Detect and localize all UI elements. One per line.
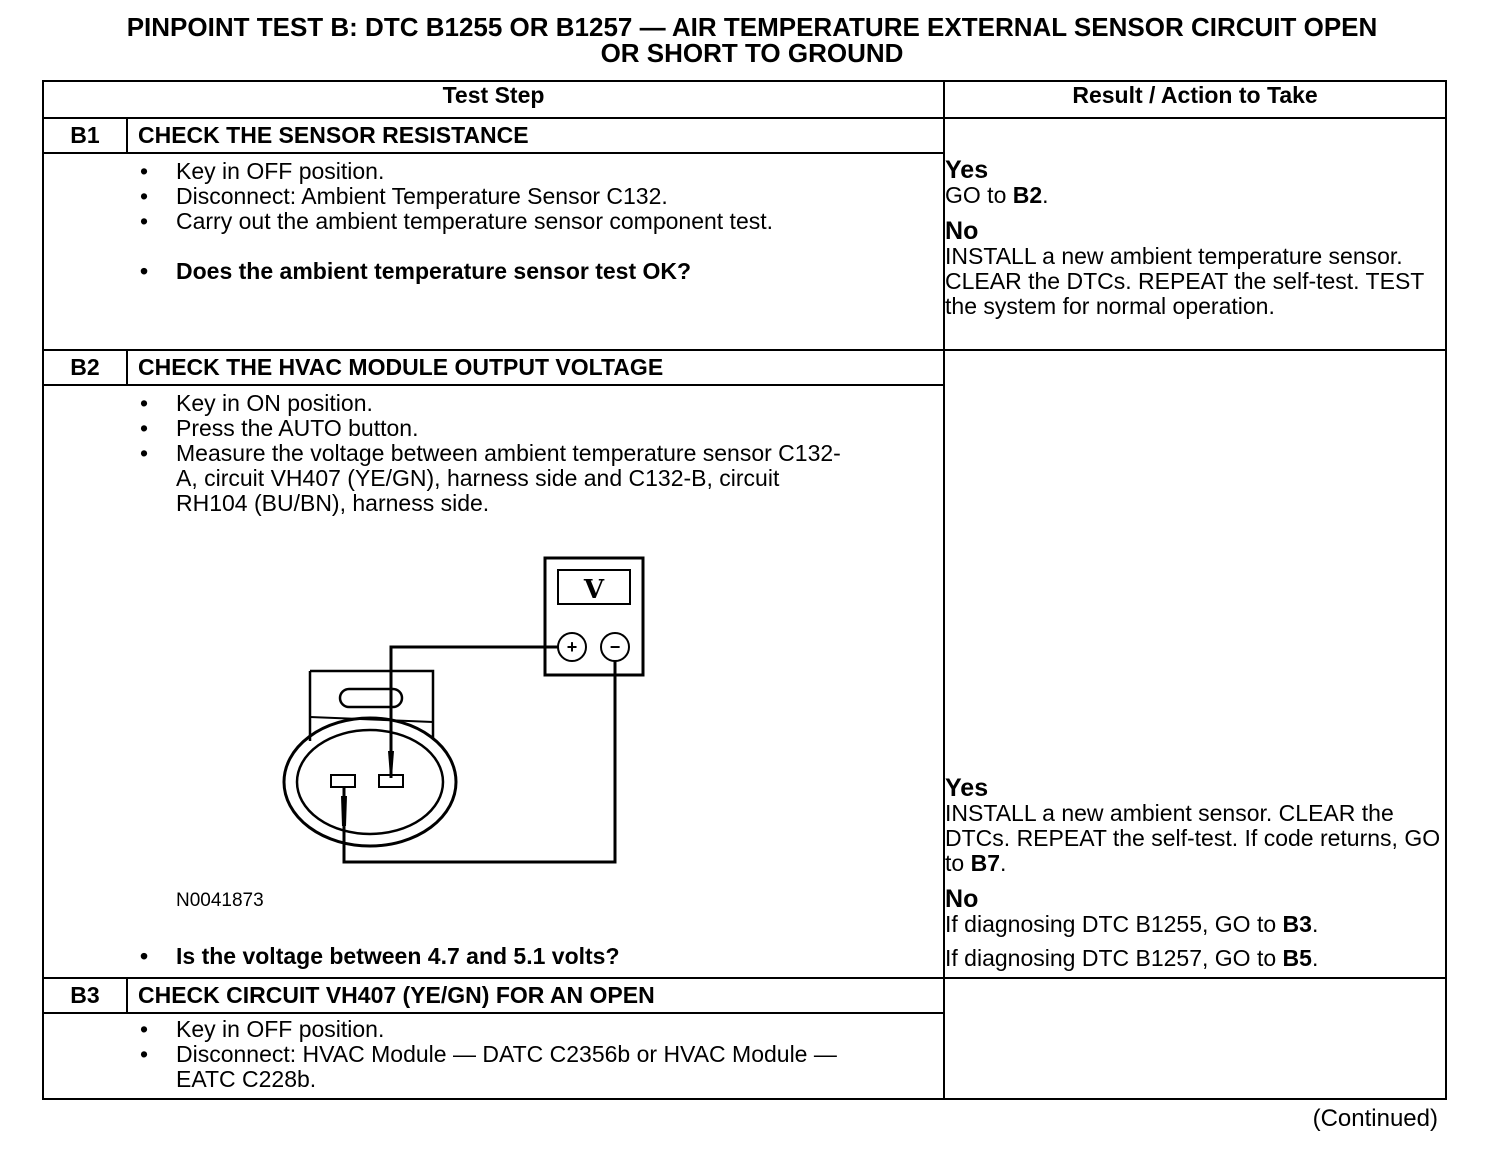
b2-no-ref-1: B3: [1282, 911, 1312, 937]
b2-no-action-2: If diagnosing DTC B1257, GO to B5.: [945, 945, 1319, 971]
b1-yes-label: Yes: [945, 156, 989, 184]
continued-note: (Continued): [1312, 1105, 1438, 1132]
page-title: [40, 14, 1464, 66]
step-b3-result: [944, 978, 1446, 1099]
step-b1-number: B1: [43, 118, 127, 153]
step-b2-question-list: [44, 944, 620, 969]
bullet-item: • Key in ON position.: [44, 391, 853, 416]
plus-sign: +: [566, 637, 578, 657]
bullet-item: • Press the AUTO button.: [44, 416, 853, 441]
pin-b: [331, 775, 355, 787]
voltmeter-diagram: [278, 556, 658, 876]
bullet-item: • Key in OFF position.: [44, 1017, 893, 1042]
b2-no-label: No: [945, 885, 979, 913]
bullet-item: • Key in OFF position.: [44, 159, 943, 184]
b1-yes-action: GO to B2.: [945, 182, 1049, 208]
step-b1-question: • Does the ambient temperature sensor test OK?: [44, 259, 943, 284]
bullet-item: • Disconnect: Ambient Temperature Sensor C132.: [44, 184, 943, 209]
step-b3-number: B3: [43, 978, 127, 1013]
connector-outer: [284, 718, 456, 846]
step-b1-bullets: [44, 159, 943, 284]
header-test-step: Test Step: [43, 81, 944, 118]
step-b2-bullets: [44, 391, 943, 516]
voltmeter-symbol: V: [583, 575, 605, 605]
step-b2-title: CHECK THE HVAC MODULE OUTPUT VOLTAGE: [127, 350, 944, 385]
bullet-item: • Measure the voltage between ambient temperature sensor C132-A, circuit VH407 (YE/GN), harness side and C132-B, circuit RH104 (BU/BN), harness side.: [44, 441, 853, 516]
title-line-1: PINPOINT TEST B: DTC B1255 OR B1257 — AIR TEMPERATURE EXTERNAL SENSOR CIRCUIT OPEN: [126, 12, 1378, 42]
b2-yes-ref: B7: [970, 850, 1000, 876]
step-b3-title: CHECK CIRCUIT VH407 (YE/GN) FOR AN OPEN: [127, 978, 944, 1013]
step-b2-result: [944, 350, 1446, 978]
connector-slot: [340, 689, 402, 707]
step-b3-content: [43, 1013, 944, 1099]
b2-no-ref-2: B5: [1282, 945, 1312, 971]
step-b1-title: CHECK THE SENSOR RESISTANCE: [127, 118, 944, 153]
b2-no-action-1: If diagnosing DTC B1255, GO to B3.: [945, 911, 1319, 937]
step-b2-content: [43, 385, 944, 978]
table-header-row: [43, 81, 1446, 118]
step-b1-result: [944, 118, 1446, 350]
bullet-item: • Disconnect: HVAC Module — DATC C2356b or HVAC Module — EATC C228b.: [44, 1042, 893, 1092]
b2-yes-label: Yes: [945, 774, 989, 802]
step-b2-question: • Is the voltage between 4.7 and 5.1 volts?: [44, 944, 620, 969]
header-result: Result / Action to Take: [944, 81, 1446, 118]
step-b3-title-row: [43, 978, 1446, 1013]
b1-no-action: INSTALL a new ambient temperature sensor. CLEAR the DTCs. REPEAT the self-test. TEST the system for normal operation.: [945, 243, 1424, 319]
b1-yes-ref: B2: [1012, 182, 1043, 208]
step-b2-title-row: [43, 350, 1446, 385]
step-b3-bullets: [44, 1017, 943, 1092]
minus-sign: −: [609, 637, 621, 657]
step-b1-content: [43, 153, 944, 350]
bullet-item: • Carry out the ambient temperature sensor component test.: [44, 209, 943, 234]
b2-yes-action: INSTALL a new ambient sensor. CLEAR the DTCs. REPEAT the self-test. If code returns, GO to B7.: [945, 800, 1441, 876]
step-b2-number: B2: [43, 350, 127, 385]
positive-lead: [391, 647, 558, 778]
pinpoint-test-table: [42, 80, 1447, 1100]
connector-inner: [297, 730, 443, 834]
title-line-2: OR SHORT TO GROUND: [600, 38, 904, 68]
b1-no-label: No: [945, 217, 979, 245]
figure-id: N0041873: [176, 890, 264, 911]
step-b1-title-row: [43, 118, 1446, 153]
